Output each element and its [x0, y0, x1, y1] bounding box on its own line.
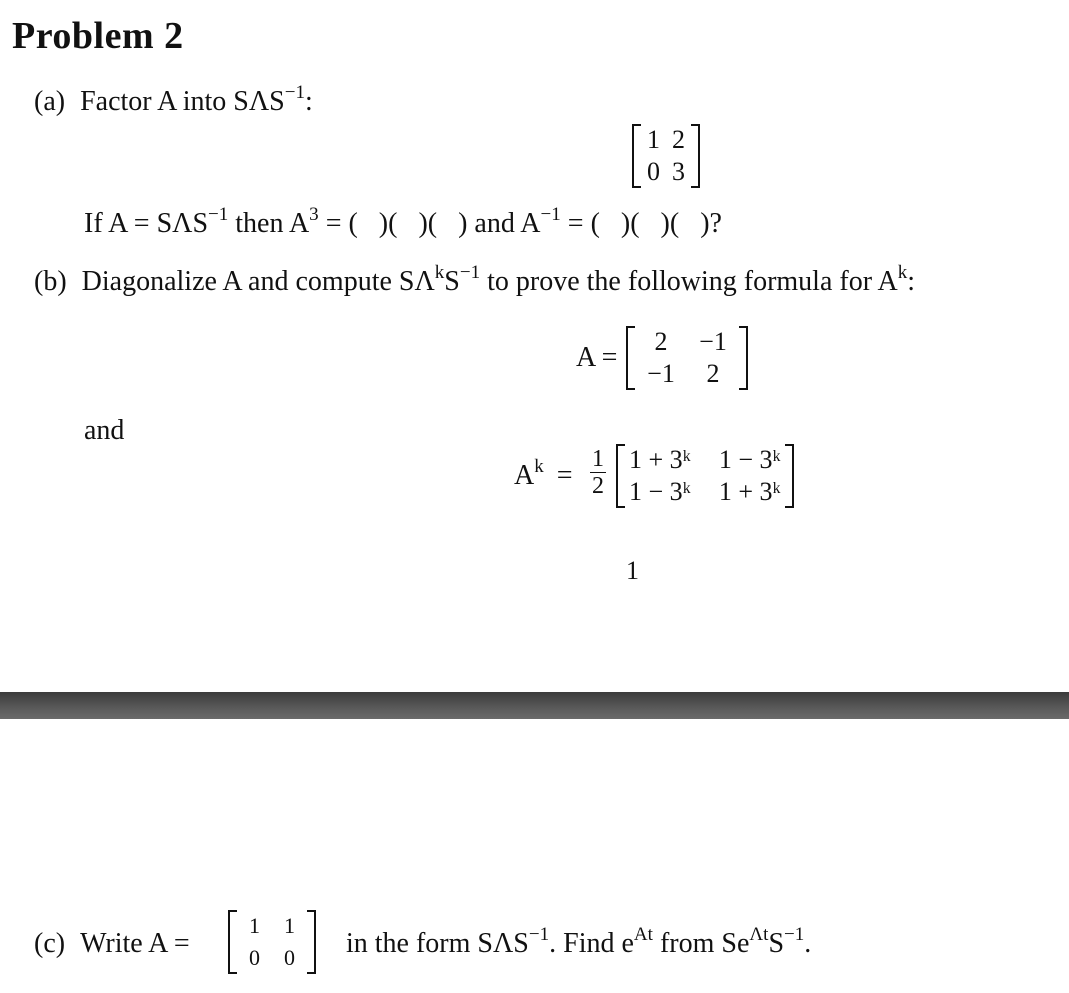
- part-a-prompt: [34, 81, 313, 118]
- ak-lhs-eq: =: [556, 460, 573, 491]
- matrix-cell: 2: [672, 125, 685, 154]
- matrix-cell: 1 + 3ᵏ: [718, 477, 781, 506]
- part-b-prompt: [34, 261, 916, 298]
- a-equals-label: A =: [576, 342, 618, 373]
- part-a-question-exp3: 3: [309, 203, 319, 225]
- part-b-prompt-end: to prove the following formula for A: [480, 266, 898, 297]
- matrix-cell: 1: [284, 913, 295, 938]
- matrix-cell: 2: [706, 359, 720, 388]
- part-c-tail-from-exp: Λt: [749, 923, 769, 945]
- matrix-cell: 3: [672, 157, 685, 186]
- matrix-cell: 1 + 3ᵏ: [629, 445, 691, 474]
- page-number: 1: [626, 556, 639, 585]
- part-b-prompt-start: Diagonalize A and compute SΛ: [81, 266, 435, 297]
- matrix-cell: 1: [249, 913, 260, 938]
- part-b-matrix-a: [626, 326, 748, 390]
- matrix-cell: 2: [654, 327, 668, 356]
- ak-lhs-a: A: [514, 460, 535, 491]
- page-separator: [0, 692, 1069, 719]
- part-c-tail-from: from Se: [652, 928, 750, 959]
- part-a-prompt-colon: :: [305, 86, 313, 117]
- problem-title: Problem 2: [12, 15, 184, 57]
- part-b-prompt-s: S: [444, 266, 460, 297]
- part-a-question: [84, 203, 722, 240]
- part-c-tail-period: .: [804, 928, 812, 959]
- one-half-fraction: [590, 446, 606, 499]
- fraction-numerator: 1: [592, 446, 604, 472]
- matrix-cell: 1 − 3ᵏ: [718, 445, 781, 474]
- matrix-cell: 1 − 3ᵏ: [629, 477, 691, 506]
- part-a-question-exp1: −1: [208, 203, 229, 225]
- and-word: and: [84, 415, 125, 446]
- part-c-tail-find: . Find e: [549, 928, 634, 959]
- part-a-question-exp-inv: −1: [540, 203, 561, 225]
- part-c-tail-find-exp: At: [633, 923, 653, 945]
- part-b-prompt-end-k: k: [897, 261, 908, 283]
- part-a-matrix: [632, 124, 700, 188]
- part-b-matrix-ak: [616, 444, 794, 508]
- part-a-prompt-exp: −1: [284, 81, 305, 103]
- part-c-tail: [346, 923, 812, 960]
- part-b-prompt-colon: :: [907, 266, 916, 297]
- part-c-label: (c): [34, 928, 66, 959]
- part-a-question-then: then A: [228, 208, 310, 239]
- part-c-write: [34, 928, 190, 960]
- part-c-matrix: [228, 910, 316, 974]
- matrix-cell: 0: [249, 945, 260, 970]
- part-b-label: (b): [34, 266, 67, 297]
- part-b-prompt-exp: −1: [459, 261, 481, 283]
- matrix-cell: −1: [699, 327, 727, 356]
- part-a-question-if: If A = SΛS: [84, 208, 209, 239]
- matrix-cell: −1: [647, 359, 675, 388]
- part-c-tail-end-exp: −1: [784, 923, 805, 945]
- part-a-question-end: = ( )( )( )?: [560, 208, 722, 239]
- matrix-cell: 0: [647, 157, 660, 186]
- part-b-prompt-k: k: [434, 261, 445, 283]
- part-a-prompt-text: Factor A into SΛS: [80, 86, 285, 117]
- matrix-cell: 1: [647, 125, 660, 154]
- fraction-denominator: 2: [592, 473, 604, 499]
- ak-lhs-exp: k: [534, 455, 544, 477]
- part-a-question-mid: = ( )( )( ) and A: [318, 208, 541, 239]
- ak-lhs: [514, 455, 573, 492]
- part-a-label: (a): [34, 86, 66, 117]
- part-c-write-text: Write A =: [80, 928, 190, 959]
- part-c-tail-s: S: [768, 928, 785, 959]
- part-c-tail-start: in the form SΛS: [346, 928, 529, 959]
- matrix-cell: 0: [284, 945, 295, 970]
- part-c-tail-exp: −1: [528, 923, 550, 945]
